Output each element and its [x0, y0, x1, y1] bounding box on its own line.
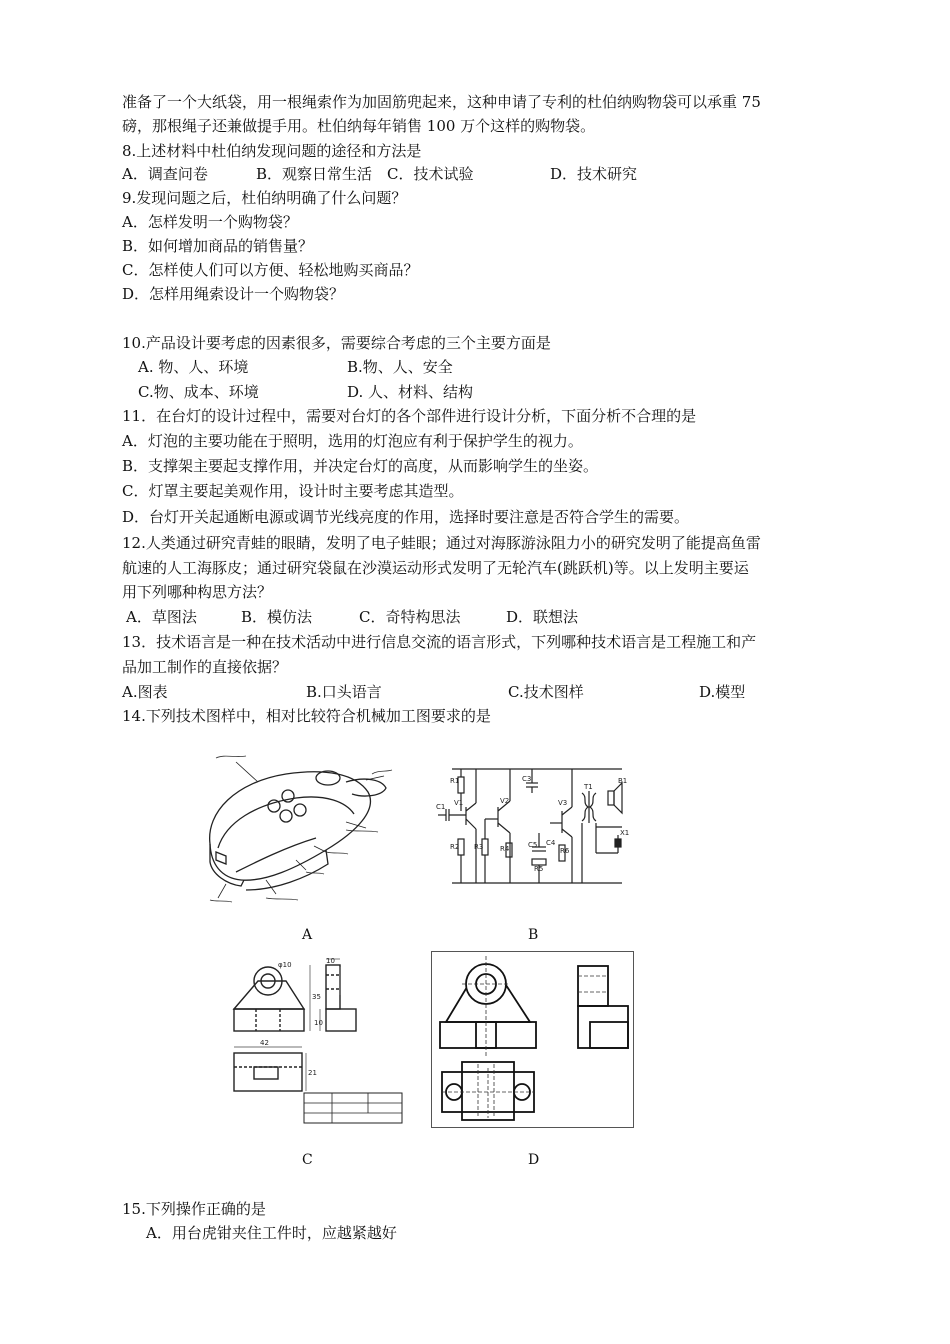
- question-14-stem: 14.下列技术图样中，相对比较符合机械加工图要求的是: [122, 707, 491, 725]
- question-12-line-3: 用下列哪种构思方法？: [122, 583, 273, 601]
- question-13-line-2: 品加工制作的直接依据？: [122, 658, 288, 676]
- q11-option-d: D．台灯开关起通断电源或调节光线亮度的作用，选择时要注意是否符合学生的需要。: [122, 508, 690, 526]
- svg-text:C3: C3: [522, 775, 532, 783]
- q8-option-c: C．技术试验: [387, 165, 474, 183]
- circuit-diagram: [432, 763, 640, 891]
- svg-text:35: 35: [312, 993, 321, 1001]
- q8-option-d: D．技术研究: [550, 165, 638, 183]
- svg-text:R1: R1: [450, 777, 460, 785]
- svg-text:C4: C4: [546, 839, 556, 847]
- q10-option-a: A. 物、人、环境: [138, 358, 249, 376]
- q11-option-b: B．支撑架主要起支撑作用，并决定台灯的高度，从而影响学生的坐姿。: [122, 457, 599, 475]
- svg-text:21: 21: [308, 1069, 317, 1077]
- q12-option-d: D．联想法: [506, 608, 579, 626]
- q9-option-a: A．怎样发明一个购物袋？: [122, 213, 298, 231]
- svg-text:X1: X1: [620, 829, 630, 837]
- q9-option-c: C．怎样使人们可以方便、轻松地购买商品？: [122, 261, 419, 279]
- question-11-stem: 11．在台灯的设计过程中，需要对台灯的各个部件进行设计分析，下面分析不合理的是: [122, 407, 697, 425]
- question-10-options-row-1: [138, 357, 638, 377]
- svg-text:C1: C1: [436, 803, 446, 811]
- svg-text:V1: V1: [454, 799, 464, 807]
- q12-option-b: B．模仿法: [241, 608, 313, 626]
- q15-option-a: A．用台虎钳夹住工件时，应越紧越好: [146, 1224, 397, 1242]
- svg-text:10: 10: [314, 1019, 323, 1027]
- svg-text:B1: B1: [618, 777, 628, 785]
- figure-b-label: B: [528, 927, 539, 943]
- question-12-line-2: 航速的人工海豚皮；通过研究袋鼠在沙漠运动形式发明了无轮汽车(跳跃机)等。以上发明主要运: [122, 559, 749, 577]
- svg-text:10: 10: [326, 957, 335, 965]
- q12-option-c: C．奇特构思法: [359, 608, 461, 626]
- sketch-drawing: [196, 752, 396, 908]
- q9-option-d: D．怎样用绳索设计一个购物袋？: [122, 285, 345, 303]
- q13-option-b: B.口头语言: [306, 683, 382, 701]
- q8-option-b: B．观察日常生活: [256, 165, 373, 183]
- figure-a-sketch: [196, 752, 396, 908]
- q11-option-a: A．灯泡的主要功能在于照明，选用的灯泡应有利于保护学生的视力。: [122, 432, 583, 450]
- figure-b-circuit: [432, 763, 640, 891]
- question-9-stem: 9.发现问题之后，杜伯纳明确了什么问题？: [122, 189, 407, 207]
- question-10-stem: 10.产品设计要考虑的因素很多，需要综合考虑的三个主要方面是: [122, 334, 551, 352]
- figure-c-dimensioned-drawing: [228, 955, 404, 1127]
- svg-text:C5: C5: [528, 841, 538, 849]
- svg-text:V3: V3: [558, 799, 568, 807]
- question-13-line-1: 13．技术语言是一种在技术活动中进行信息交流的语言形式，下列哪种技术语言是工程施工和产: [122, 633, 757, 651]
- figure-c-label: C: [302, 1152, 313, 1168]
- q8-option-a: A．调查问卷: [122, 165, 208, 183]
- question-12-line-1: 12.人类通过研究青蛙的眼睛，发明了电子蛙眼；通过对海豚游泳阻力小的研究发明了能提高鱼雷: [122, 534, 761, 552]
- q13-option-d: D.模型: [699, 683, 746, 701]
- q10-option-b: B.物、人、安全: [347, 358, 453, 376]
- dimensioned-drawing: [228, 955, 404, 1127]
- question-12-options: [126, 607, 726, 627]
- question-8-stem: 8.上述材料中杜伯纳发现问题的途径和方法是: [122, 142, 422, 160]
- question-8-options: [122, 164, 822, 184]
- svg-text:R6: R6: [560, 847, 570, 855]
- q9-option-b: B．如何增加商品的销售量？: [122, 237, 314, 255]
- svg-text:R2: R2: [450, 843, 460, 851]
- q11-option-c: C．灯罩主要起美观作用，设计时主要考虑其造型。: [122, 482, 464, 500]
- intro-line-2: 磅，那根绳子还兼做提手用。杜伯纳每年销售 100 万个这样的购物袋。: [122, 117, 596, 135]
- svg-text:R3: R3: [474, 843, 484, 851]
- figure-d-three-view-drawing: [431, 951, 634, 1128]
- q10-option-d: D. 人、材料、结构: [347, 383, 474, 401]
- svg-text:V2: V2: [500, 797, 510, 805]
- svg-text:R4: R4: [500, 845, 510, 853]
- q13-option-a: A.图表: [122, 683, 168, 701]
- question-15-stem: 15.下列操作正确的是: [122, 1200, 266, 1218]
- figure-d-label: D: [528, 1152, 540, 1168]
- three-view-drawing: [432, 952, 633, 1127]
- q12-option-a: A．草图法: [126, 608, 197, 626]
- svg-text:φ10: φ10: [278, 961, 292, 969]
- svg-text:R5: R5: [534, 865, 544, 873]
- question-10-options-row-2: [138, 382, 638, 402]
- svg-text:T1: T1: [584, 783, 593, 791]
- svg-text:42: 42: [260, 1039, 269, 1047]
- q10-option-c: C.物、成本、环境: [138, 383, 259, 401]
- question-13-options: [122, 682, 822, 702]
- q13-option-c: C.技术图样: [508, 683, 584, 701]
- intro-line-1: 准备了一个大纸袋，用一根绳索作为加固筋兜起来，这种申请了专利的杜伯纳购物袋可以承重 75: [122, 93, 761, 111]
- figure-a-label: A: [302, 927, 313, 943]
